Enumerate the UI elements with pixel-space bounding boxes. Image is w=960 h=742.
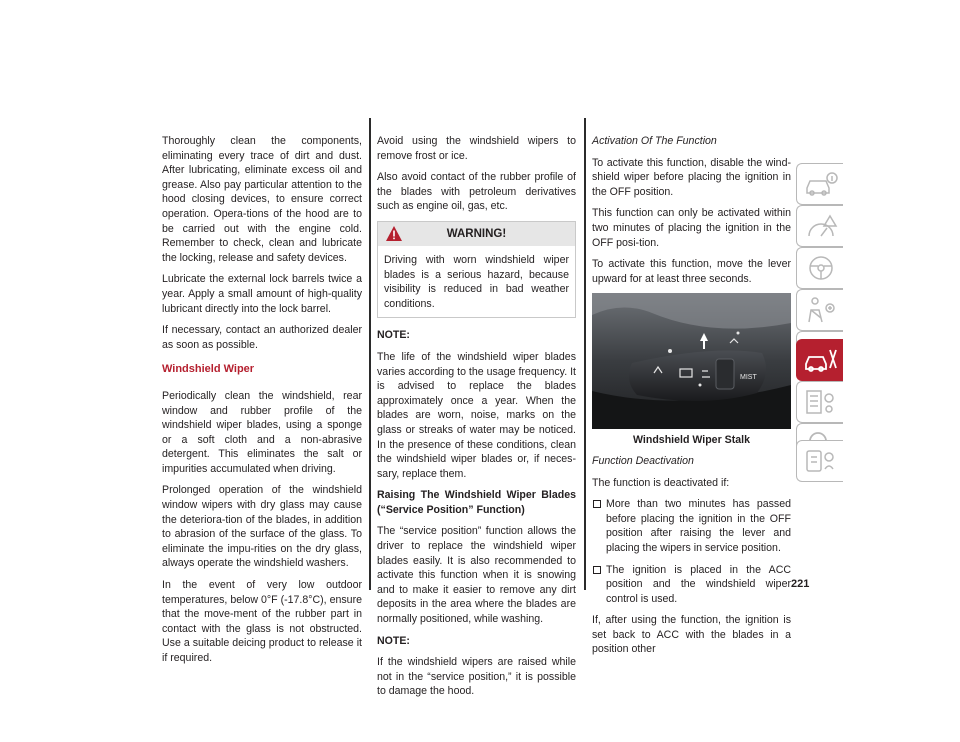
tab-safety[interactable] <box>796 289 843 331</box>
list-item <box>592 563 791 607</box>
paragraph: Avoid using the windshield wipers to remove frost or ice. <box>377 135 576 162</box>
list-item <box>592 497 791 555</box>
paragraph: If, after using the function, the ignition is set back to ACC with the blades in a position other <box>592 614 791 656</box>
tab-specifications[interactable] <box>796 381 843 423</box>
paragraph: If necessary, contact an authorized dealer as soon as possible. <box>162 324 362 351</box>
column-3 <box>592 134 791 664</box>
car-info-icon <box>803 168 839 200</box>
checkbox-bullet-icon <box>593 566 601 574</box>
note-label: NOTE: <box>377 634 410 647</box>
warning-box <box>377 221 576 318</box>
column-1 <box>162 134 362 673</box>
warning-title: WARNING! <box>446 227 507 240</box>
note-text: The life of the windshield wiper blades varies according to the usage frequency. It is advised to replace the blades approximately once a year. When the blades are worn, noise, marks on the glass or streaks of water may be noticed. In the presence of these conditions, clean the windshield wiper blades or, if neces-sary, replace them. <box>377 350 576 480</box>
passenger-safety-icon <box>803 294 839 326</box>
warning-text: Driving with worn windshield wiper blades is a serious hazard, because visibility is reduced in bad weather conditions. <box>384 253 569 310</box>
paragraph: Periodically clean the windshield, rear window and rubber profile of the windshield wiper blades, using a sponge or a soft cloth and a non-abrasive detergent. This eliminates the salt or impurities accumulated when driving. <box>162 389 362 475</box>
tab-servicing[interactable] <box>796 339 843 381</box>
mist-label: MIST <box>740 374 757 382</box>
paragraph: In the event of very low outdoor temperatures, below 0°F (-17.8°C), ensure that the move-ment of the rubber part in contact with the glass is not obstructed. Use a suitable deicing product to release it if required. <box>162 579 362 664</box>
paragraph: The function is deactivated if: <box>592 476 730 489</box>
paragraph: To activate this function, move the lever upward for at least three seconds. <box>592 258 791 285</box>
paragraph: Prolonged operation of the windshield window wipers with dry glass may cause the deteriora-tion of the blades, in addition to abrasion of the surface of the glass. To eliminate the impu-rities on the dry glass, always operate the windshield washers. <box>162 484 362 570</box>
list-item-text: More than two minutes has passed before placing the ignition in the OFF position after raising the lever and placing the wipers in service position. <box>606 498 791 554</box>
warning-header <box>378 222 575 246</box>
paragraph: Lubricate the external lock barrels twice a year. Apply a small amount of high-quality lubricant directly into the lock barrel. <box>162 273 362 315</box>
paragraph: To activate this function, disable the wind-shield wiper before placing the ignition in the OFF position. <box>592 156 791 198</box>
tab-car-info[interactable] <box>796 163 843 205</box>
section-title: Windshield Wiper <box>162 363 255 376</box>
tab-driving[interactable] <box>796 247 843 289</box>
paragraph: Also avoid contact of the rubber profile of the blades with petroleum derivatives such as engine oil, gas, etc. <box>377 171 576 213</box>
dashboard-warning-icon <box>803 210 839 242</box>
subheading: Activation Of The Function <box>592 135 717 147</box>
column-2 <box>377 134 576 706</box>
warning-triangle-icon <box>386 226 402 241</box>
steering-wheel-icon <box>803 252 839 284</box>
car-service-icon <box>803 344 839 376</box>
paragraph: The “service position” function allows the driver to replace the windshield wiper blades easily. It is also recommended to activate this function when it is snowing and to make it easier to remove any dirt deposits in the area where the blades are normally positioned, while washing. <box>377 525 576 626</box>
specifications-icon <box>803 386 839 418</box>
subheading: Raising The Windshield Wiper Blades (“Service Position” Function) <box>377 489 576 516</box>
note-label: NOTE: <box>377 329 410 342</box>
list-item-text: The ignition is placed in the ACC position and the windshield wiper control is used. <box>606 563 791 605</box>
paragraph: This function can only be activated within two minutes of placing the ignition in the OFF posi-tion. <box>592 207 791 249</box>
multimedia-icon <box>803 445 839 477</box>
note-text: If the windshield wipers are raised while not in the “service position,” it is possible to damage the hood. <box>377 656 576 698</box>
paragraph: Thoroughly clean the components, eliminating every trace of dirt and dust. After lubricating, eliminate excess oil and grease. Also pay particular attention to the hood closing devices, to ensure correct operation. Opera-tions of the hood are to be carried out with the engine cold. Remember to check, clean and lubricate the locking, release and safety devices. <box>162 135 362 264</box>
tab-dashboard[interactable] <box>796 205 843 247</box>
column-divider <box>584 118 586 590</box>
bullet-list <box>592 497 791 606</box>
column-divider <box>369 118 371 590</box>
page-number: 221 <box>791 578 810 590</box>
figure-caption: Windshield Wiper Stalk <box>633 434 750 447</box>
tab-multimedia[interactable] <box>796 440 843 482</box>
wiper-stalk-photo <box>592 293 791 429</box>
subheading: Function Deactivation <box>592 454 694 467</box>
checkbox-bullet-icon <box>593 500 601 508</box>
